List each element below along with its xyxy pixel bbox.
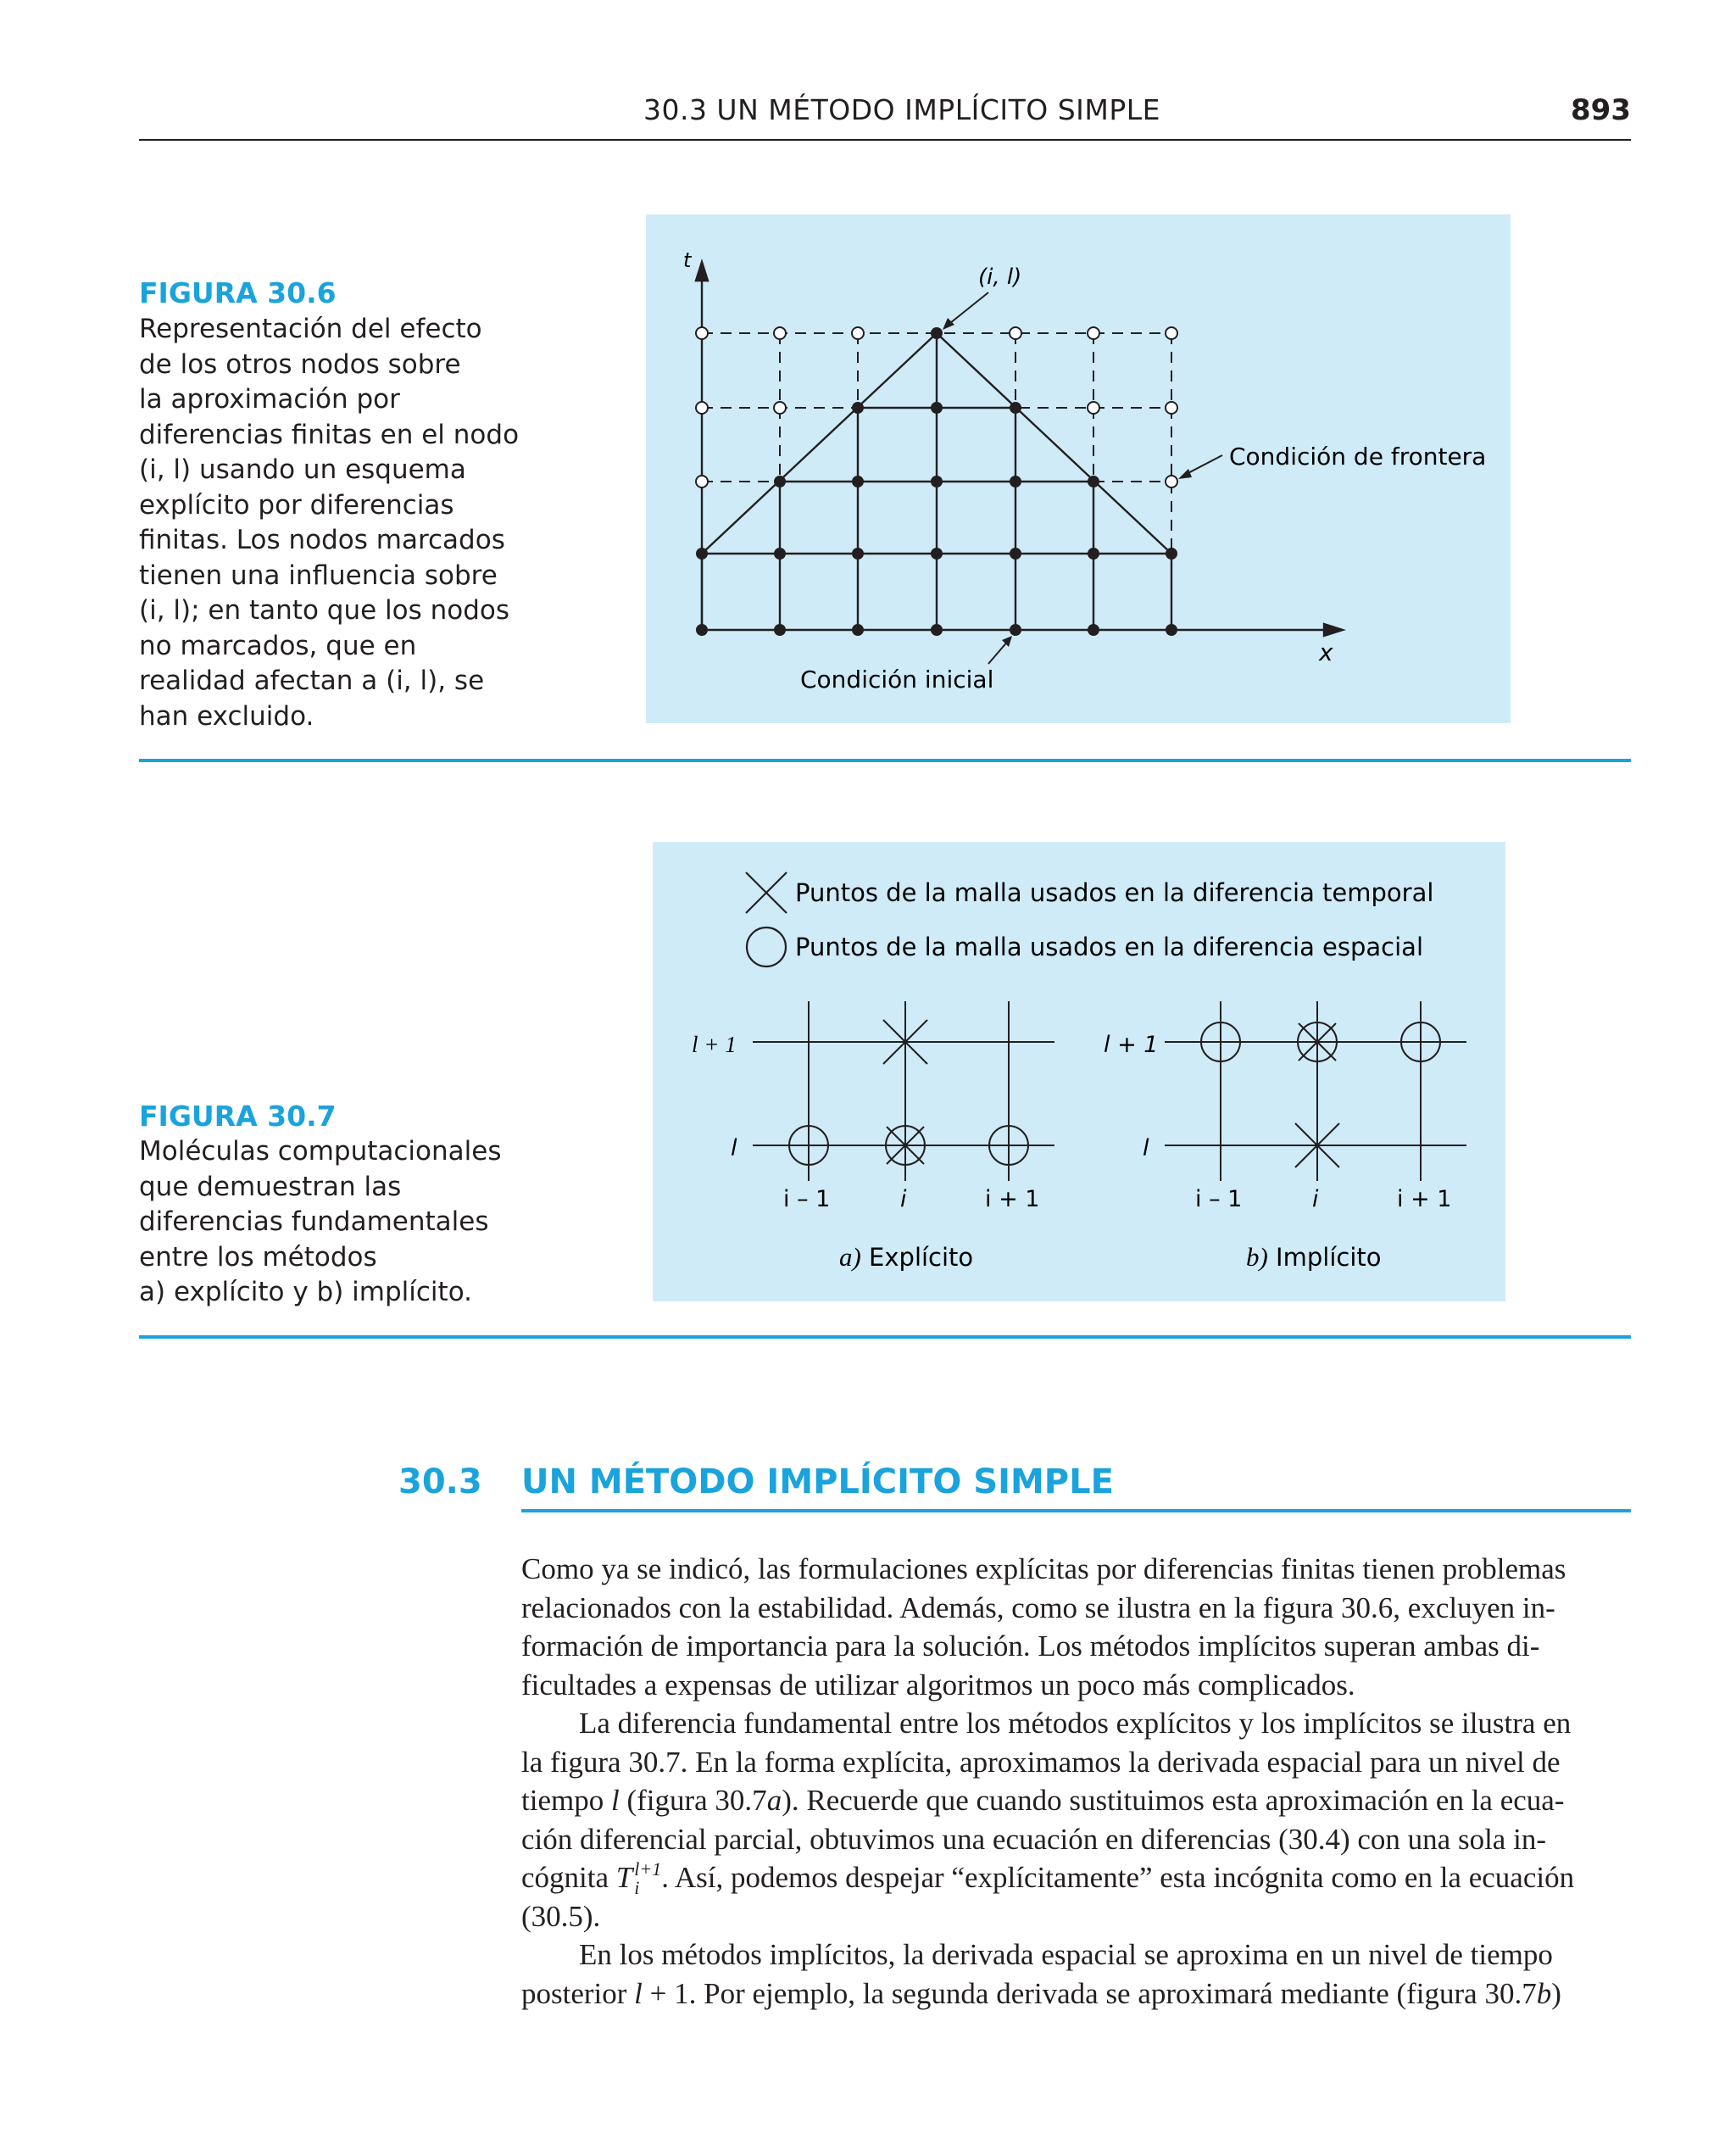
caption-line: entre los métodos [139,1241,377,1273]
caption-line: (i, l) usando un esquema [139,454,466,485]
text-line: La diferencia fundamental entre los métodos explícitos y los implícitos se ilustra en [579,1707,1572,1740]
implicit-col-im1: i – 1 [1195,1186,1243,1212]
caption-line: (i, l); en tanto que los nodos [139,595,510,626]
x-axis-label: x [1319,638,1333,666]
caption-line: Moléculas computacionales [139,1136,502,1167]
caption-line: diferencias finitas en el nodo [139,419,520,450]
legend-spatial: Puntos de la malla usados en la diferencia espacial [795,933,1424,961]
text-line: ción diferencial parcial, obtuvimos una ecuación en diferencias (30.4) con una sola in- [521,1822,1546,1856]
text-line: ficultades a expensas de utilizar algoritmos un poco más complicados. [521,1668,1355,1702]
caption-line: Representación del efecto [139,314,482,344]
text-line: formación de importancia para la solución. Los métodos implícitos superan ambas di- [521,1629,1540,1663]
node-marked [852,624,864,636]
node-marked [1088,476,1099,487]
node-marked [1010,402,1021,414]
node-marked [1166,548,1177,560]
node-marked [696,548,708,560]
node-unmarked [1010,327,1021,339]
text-line: relacionados con la estabilidad. Además, como se ilustra en la figura 30.6, excluyen in- [521,1590,1555,1624]
node-marked [696,624,708,636]
running-header [139,93,1631,141]
node-unmarked [1088,327,1099,339]
caption-line: explícito por diferencias [139,489,454,521]
node-marked [931,476,943,487]
figure-30-6-caption [139,312,519,734]
node-marked [852,548,864,560]
node-i-l-label: (i, l) [978,265,1022,290]
caption-line: la aproximación por [139,384,400,415]
node-unmarked [696,327,708,339]
caption-line: no marcados, que en [139,630,417,661]
variable-T: T [615,1861,633,1894]
figure-30-7-molecules [653,842,1505,1301]
caption-line: realidad afectan a (i, l), se [139,666,485,696]
initial-label: Condición inicial [800,666,994,693]
caption-line: a) explícito y b) implícito. [139,1277,472,1307]
t-axis-label: t [683,248,692,272]
node-marked [931,548,943,560]
caption-line: diferencias fundamentales [139,1206,489,1237]
figure-30-6-panel [646,214,1511,723]
page-number: 893 [1571,93,1631,127]
implicit-col-i: i [1312,1186,1319,1212]
body-text [521,1550,1631,2013]
node-marked [774,548,786,560]
figure-30-6-grid [646,214,1511,723]
text-line: posterior l + 1. Por ejemplo, la segunda derivada se aproximará mediante (figura 30.7b) [521,1976,1561,2010]
influence-right-edge [937,333,1171,554]
running-title: 30.3 UN MÉTODO IMPLÍCITO SIMPLE [643,93,1161,126]
node-unmarked [1166,327,1177,339]
figure-30-6-label: FIGURA 30.6 [139,276,337,309]
node-unmarked [696,402,708,414]
x-axis-arrow [1324,624,1343,636]
node-marked [774,476,786,487]
figure-30-7-label: FIGURA 30.7 [139,1100,337,1133]
node-i-l-arrowhead [943,318,954,330]
node-marked [774,624,786,636]
section-title: UN MÉTODO IMPLÍCITO SIMPLE [521,1462,1114,1501]
explicit-molecule [753,1001,1054,1181]
node-unmarked [774,402,786,414]
node-unmarked [774,327,786,339]
text-line: tiempo l (figura 30.7a). Recuerde que cuando sustituimos esta aproximación en la ecua- [521,1784,1565,1817]
t-axis-arrow [696,262,708,281]
implicit-col-ip1: i + 1 [1397,1186,1452,1212]
explicit-col-ip1: i + 1 [985,1186,1040,1212]
implicit-molecule [1165,1001,1466,1181]
legend-temporal: Puntos de la malla usados en la diferencia temporal [795,878,1434,907]
caption-line: han excluido. [139,700,314,732]
boundary-label: Condición de frontera [1229,443,1487,471]
node-marked [852,476,864,487]
node-unmarked [1166,476,1177,487]
node-marked [1010,548,1021,560]
node-marked [1010,624,1021,636]
implicit-row-l1: l + 1 [1104,1032,1159,1058]
implicit-row-l: l [1143,1135,1149,1161]
section-heading-rule [521,1509,1631,1512]
figure-30-7-caption [139,1134,502,1311]
node-unmarked [852,327,864,339]
node-i-l-leader [946,292,988,326]
explicit-col-i: i [900,1186,907,1212]
caption-line: que demuestran las [139,1171,402,1202]
figure-30-6-rule [139,759,1631,762]
text-line: Como ya se indicó, las formulaciones explícitas por diferencias finitas tienen problemas [521,1552,1566,1585]
explicit-row-l1: l + 1 [692,1032,737,1057]
implicit-caption: b) Implícito [1246,1242,1382,1272]
section-number: 30.3 [398,1462,482,1501]
text-line: cógnita T l+1 i . Así, podemos despejar “explícitamente” esta incógnita como en la ecuación [521,1858,1575,1898]
influence-left-edge [702,333,937,554]
node-unmarked [1166,402,1177,414]
figure-30-7-rule [139,1335,1631,1339]
caption-line: de los otros nodos sobre [139,348,461,380]
legend-circle-icon [747,927,786,966]
explicit-col-im1: i – 1 [783,1186,831,1212]
text-line: En los métodos implícitos, la derivada espacial se aproxima en un nivel de tiempo [579,1938,1553,1971]
node-marked [1166,624,1177,636]
explicit-row-l: l [731,1135,737,1161]
node-marked [1088,624,1099,636]
node-marked [1088,548,1099,560]
caption-line: finitas. Los nodos marcados [139,525,505,555]
node-marked [931,402,943,414]
explicit-caption: a) Explícito [839,1242,974,1272]
figure-30-7-panel [653,842,1505,1301]
boundary-arrowhead [1178,469,1192,479]
text-line: la figura 30.7. En la forma explícita, aproximamos la derivada espacial para un nivel de [521,1745,1561,1779]
node-marked [931,624,943,636]
node-marked [852,402,864,414]
caption-line: tienen una influencia sobre [139,560,498,591]
node-marked [1010,476,1021,487]
node-target-i-l [931,327,943,339]
text-line: (30.5). [521,1899,601,1933]
node-unmarked [1088,402,1099,414]
node-unmarked [696,476,708,487]
